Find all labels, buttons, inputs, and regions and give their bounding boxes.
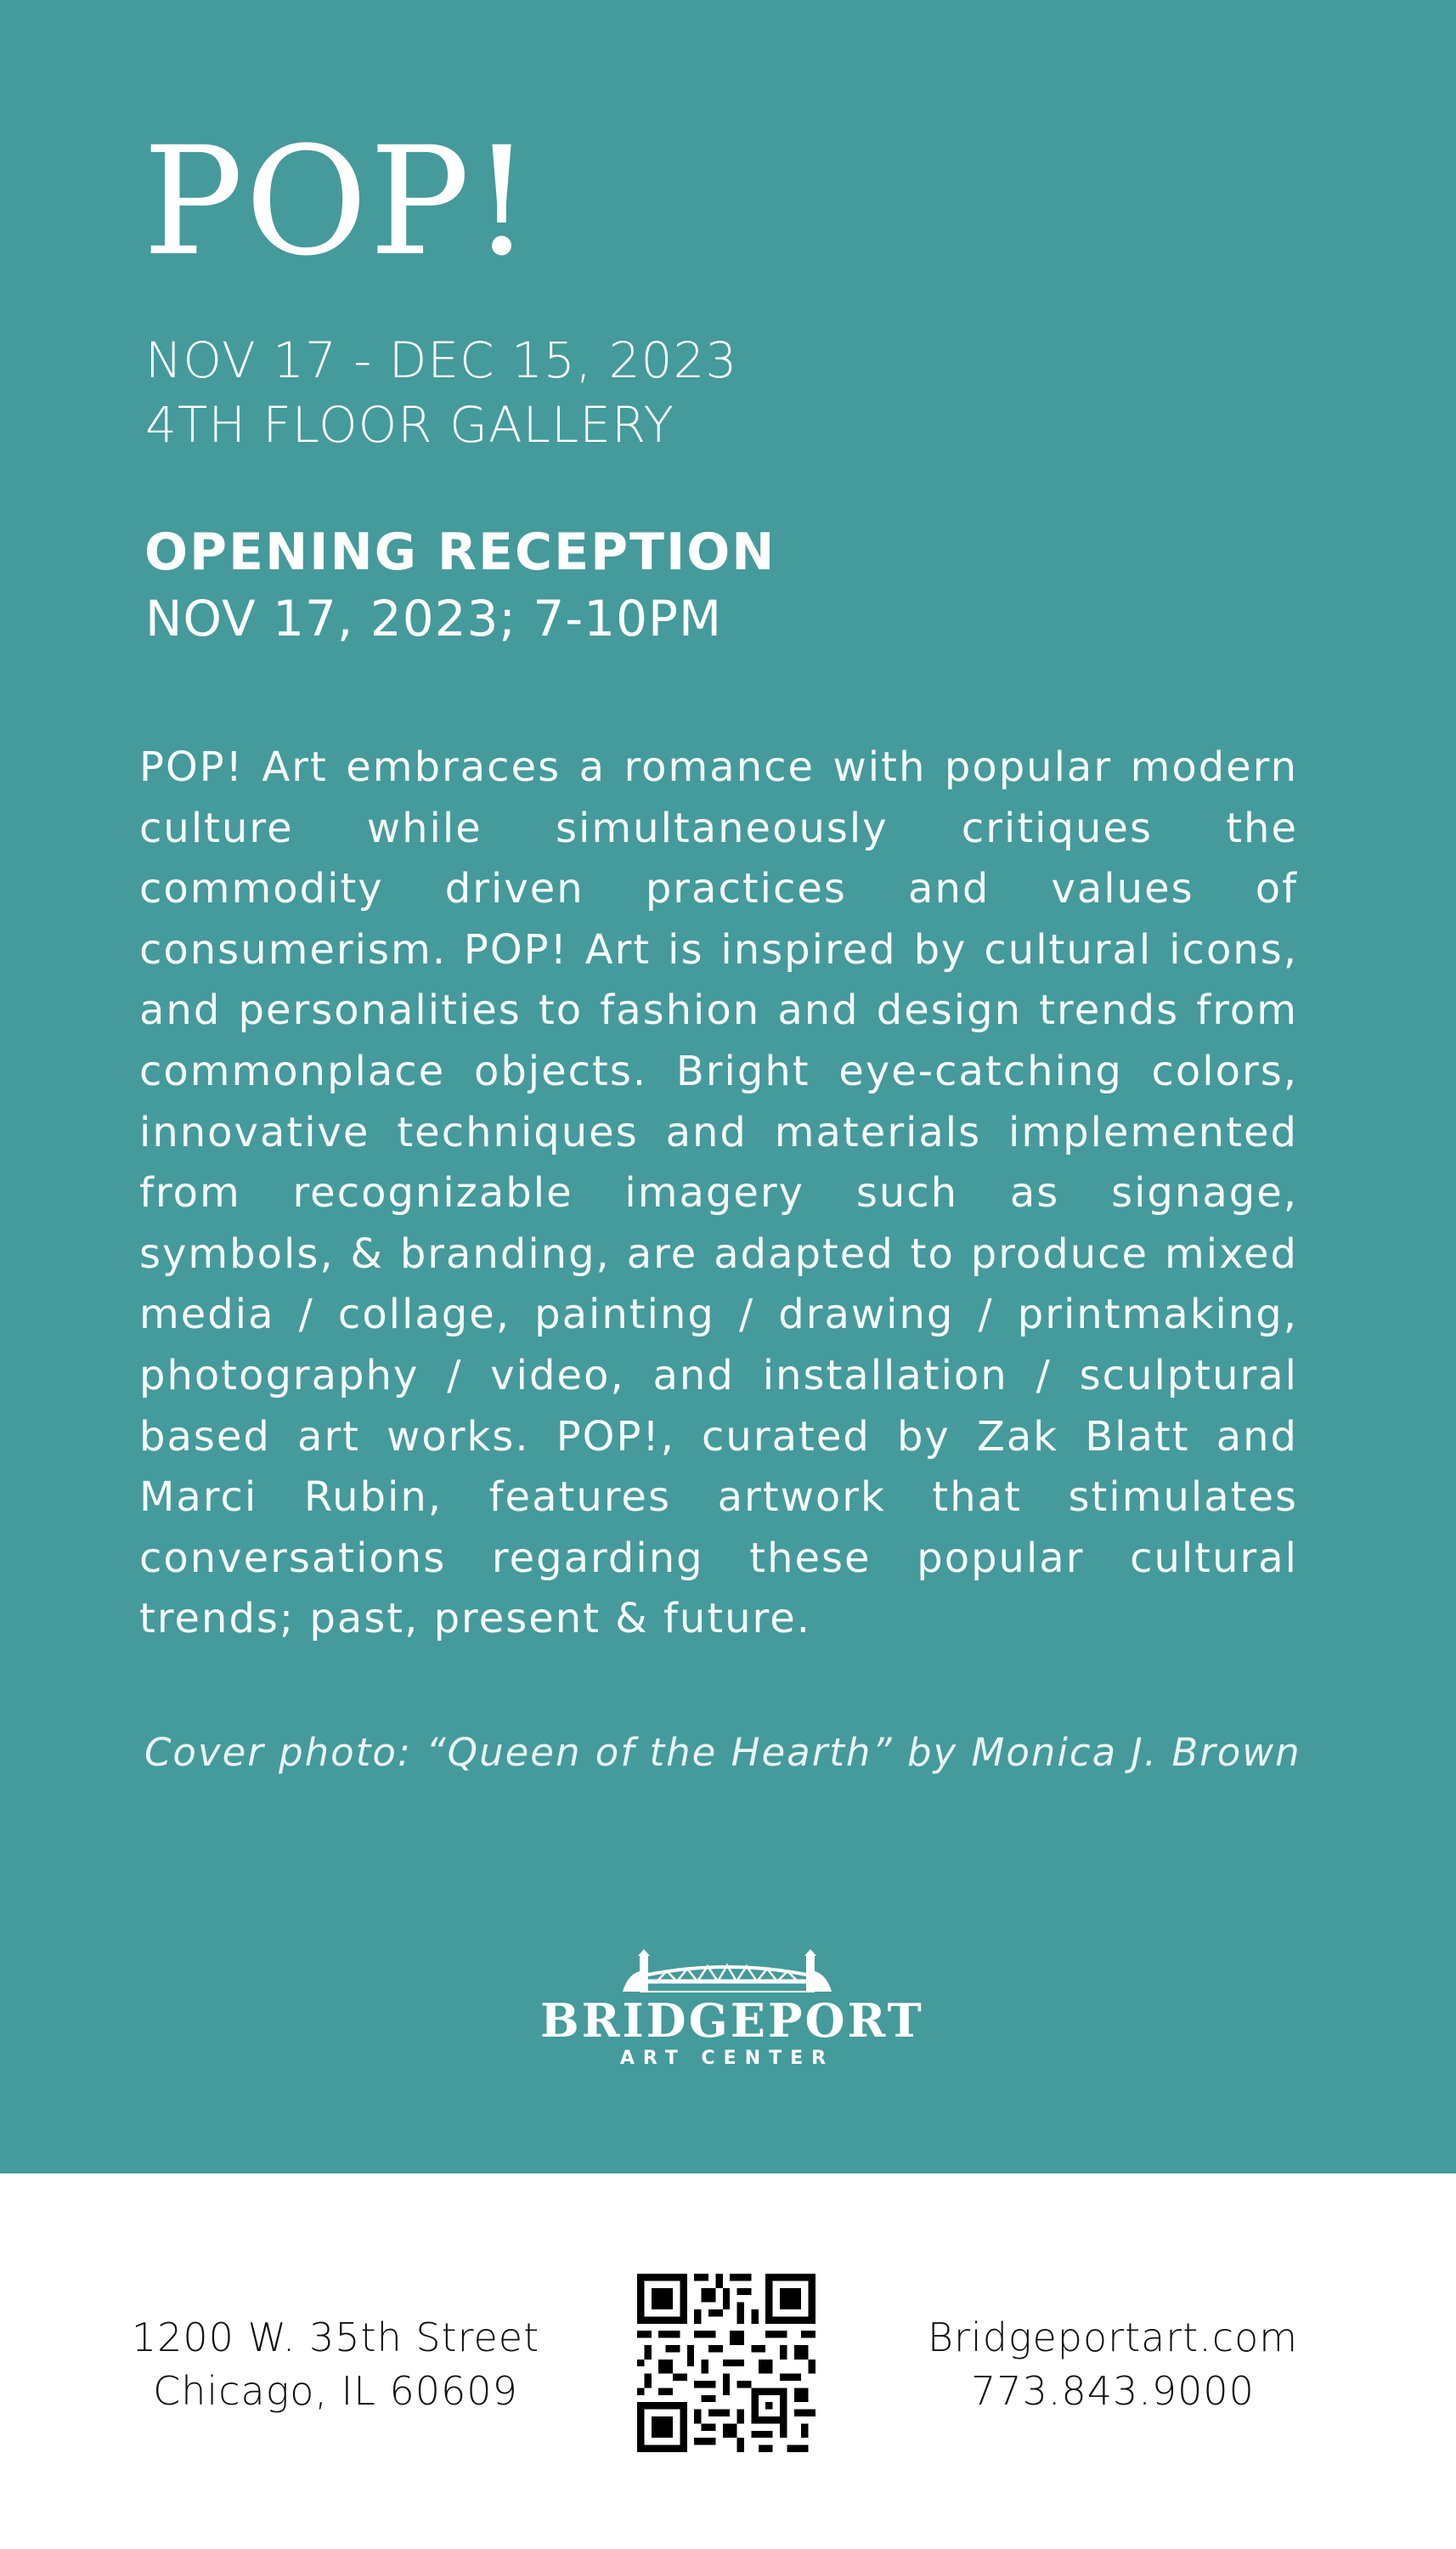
exhibition-dates: NOV 17 - DEC 15, 2023 — [145, 331, 738, 389]
reception-datetime: NOV 17, 2023; 7-10PM — [145, 590, 723, 647]
exhibition-title: POP! — [143, 115, 533, 289]
cover-photo-credit: Cover photo: “Queen of the Hearth” by Monica J. Brown — [144, 1730, 1301, 1775]
exhibition-info — [145, 328, 737, 457]
phone-number[interactable]: 773.843.9000 — [971, 2368, 1255, 2414]
address-city: Chicago, IL 60609 — [153, 2368, 518, 2414]
gallery-location: 4TH FLOOR GALLERY — [145, 396, 674, 454]
address-street: 1200 W. 35th Street — [131, 2314, 540, 2360]
reception-heading: OPENING RECEPTION — [144, 523, 776, 582]
website-link[interactable]: Bridgeportart.com — [927, 2314, 1299, 2360]
contact-info — [900, 2311, 1325, 2418]
logo-name: BRIDGEPORT — [540, 1993, 924, 2048]
bridge-icon — [623, 1949, 832, 1993]
bridgeport-logo — [540, 1949, 924, 2071]
logo-subtitle: ART CENTER — [619, 2048, 835, 2069]
address — [127, 2311, 544, 2418]
qr-code-icon[interactable] — [637, 2274, 815, 2452]
exhibition-description: POP! Art embraces a romance with popular modern culture while simultaneously critiques the commodity driven practices and values of consumerism. POP! Art is inspired by cultural icons, and personalities to fashion and design trends from commonplace objects. Bright eye-catching colors, innovative techniques and materials implemented from recognizable imagery such as signage, symbols, & branding, are adapted to produce mixed media / collage, painting / drawing / printmaking, photography / video, and installation / sculptural based art works. POP!, curated by Zak Blatt and Marci Rubin, features artwork that stimulates conversations regarding these popular cultural trends; past, present & future. — [139, 743, 1298, 1643]
